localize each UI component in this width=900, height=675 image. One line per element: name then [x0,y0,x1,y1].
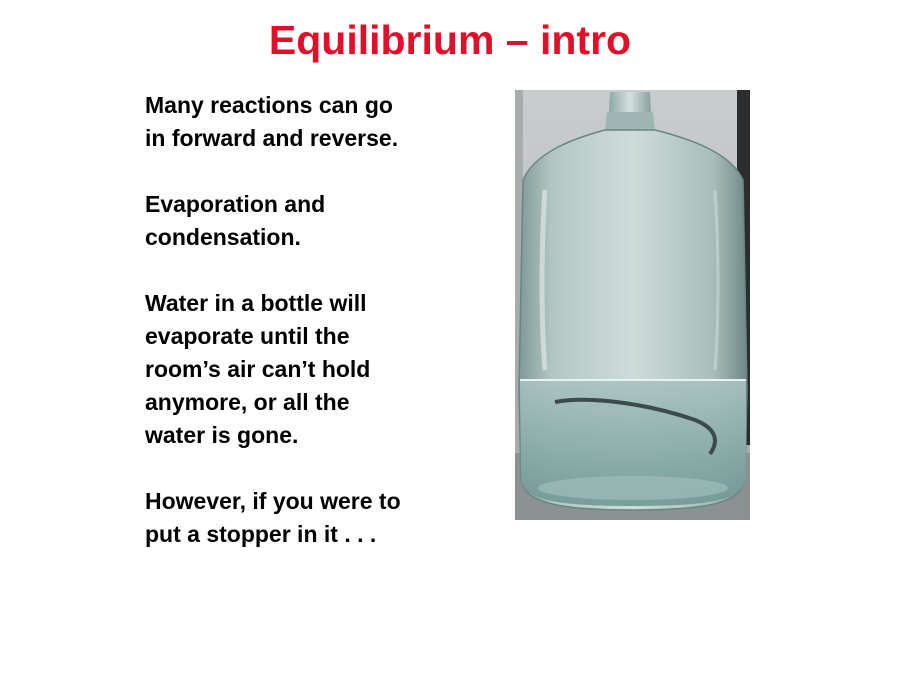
paragraph-stopper [145,485,475,551]
text-line: in forward and reverse. [145,125,399,151]
text-line: water is gone. [145,422,299,448]
bottle-photo [515,90,750,520]
paragraph-evaporation [145,188,475,254]
text-line: room’s air can’t hold [145,356,371,382]
text-line: Water in a bottle will [145,290,367,316]
text-line: Evaporation and [145,191,326,217]
paragraph-reactions [145,89,475,155]
slide-title: Equilibrium – intro [268,17,632,63]
text-line: However, if you were to [145,488,401,514]
text-line: Many reactions can go [145,92,393,118]
text-line: put a stopper in it . . . [145,521,377,547]
text-line: evaporate until the [145,323,350,349]
paragraph-water-bottle [145,287,475,452]
slide-body [145,89,475,584]
text-line: condensation. [145,224,301,250]
text-line: anymore, or all the [145,389,350,415]
